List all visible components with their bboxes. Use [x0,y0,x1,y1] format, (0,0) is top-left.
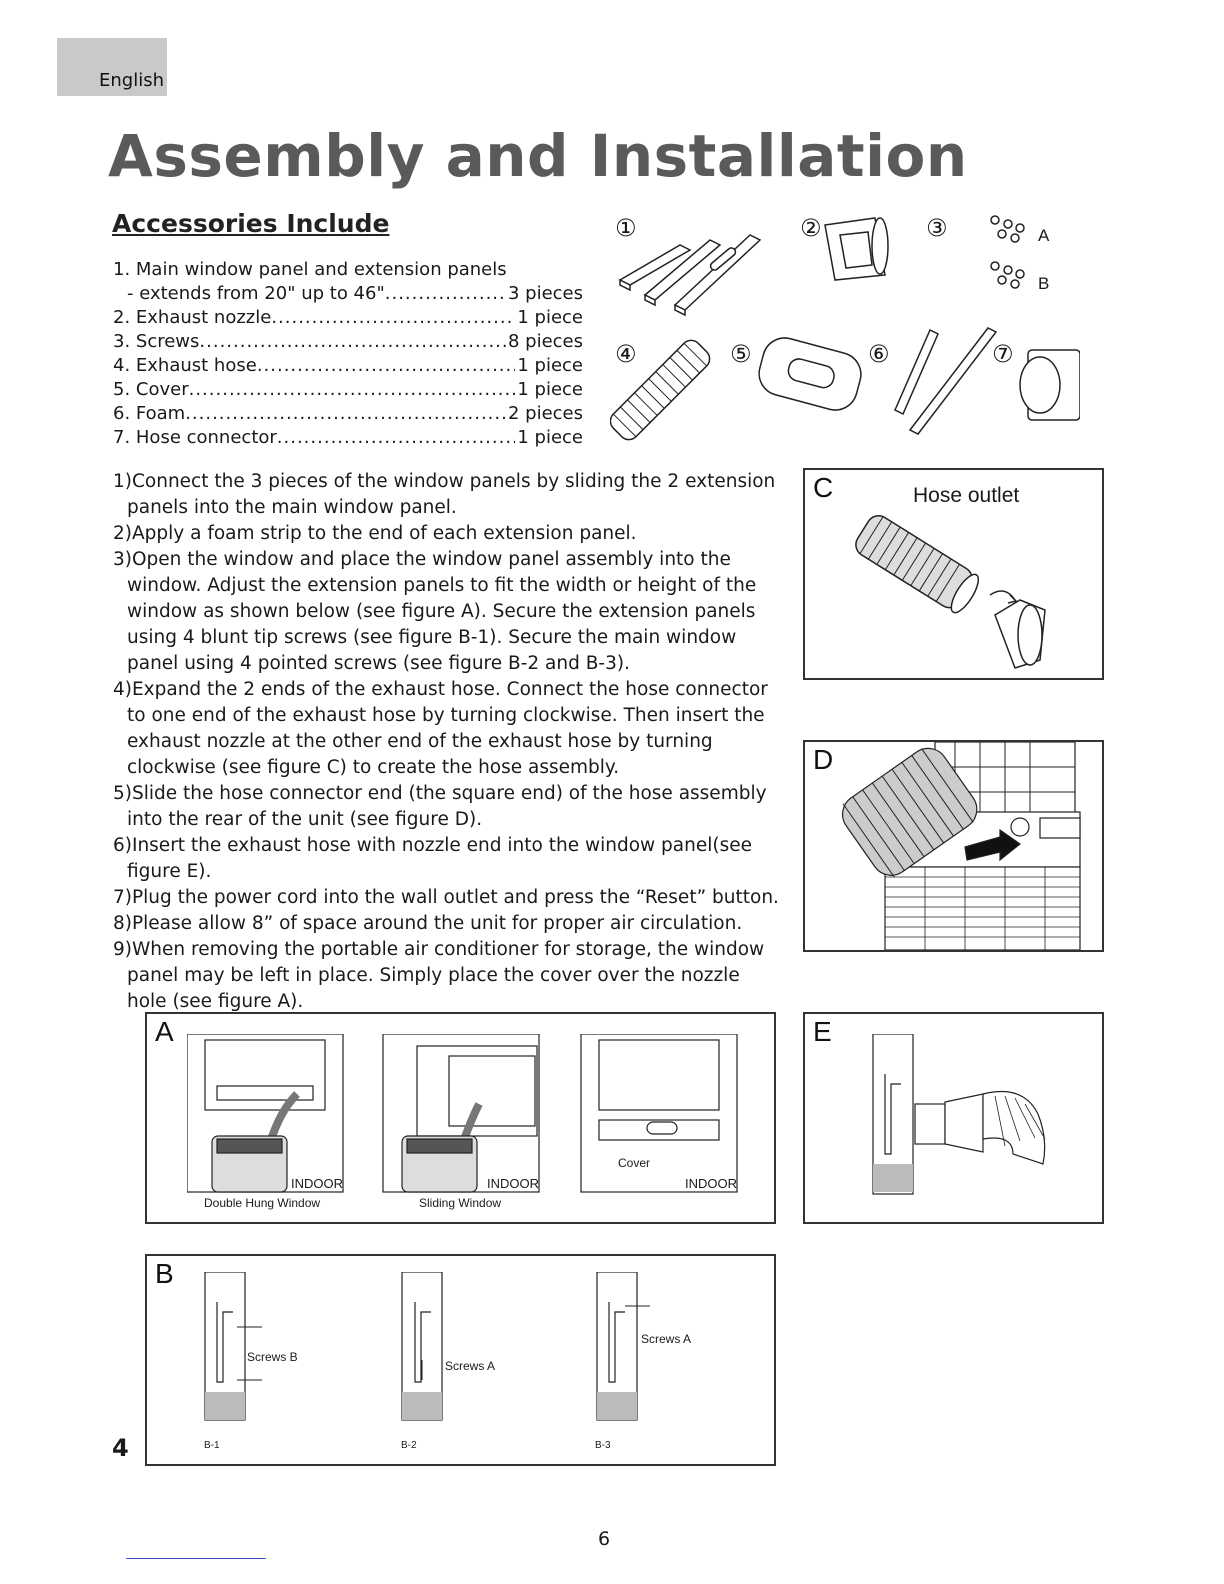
screws-label: Screws B [247,1350,298,1364]
screw-a-label: A [1038,226,1050,245]
screw-icon [991,216,1024,288]
screws-label: Screws A [445,1359,496,1373]
accessory-qty: 2 pieces [507,403,583,424]
figure-c [803,468,1104,680]
window-types-drawing [187,1034,747,1194]
page-title: Assembly and Installation [108,122,968,190]
step-item: 5)Slide the hose connector end (the square end) of the hose assembly into the rear of the unit (see figure D). [113,783,767,830]
accessory-name: 7. Hose connector [113,427,277,448]
figure-caption: Sliding Window [419,1196,502,1210]
figure-e [803,1012,1104,1224]
accessory-name: 4. Exhaust hose [113,355,257,376]
cover-label: Cover [618,1156,651,1170]
accessories-list [113,258,583,450]
screw-install-drawing [197,1272,757,1422]
accessory-item [113,426,583,450]
step-item: 3)Open the window and place the window panel assembly into the window. Adjust the extension panels to fit the width or height of the window as shown below (see figure A). Secure the extension panels using 4 blunt tip screws (see figure B-1). Secure the main window panel using 4 pointed screws (see figure B-2 and B-3). [113,549,757,674]
language-tab [57,38,167,96]
installation-steps [113,469,781,1015]
accessory-name: 2. Exhaust nozzle [113,307,272,328]
accessory-item [113,354,583,378]
footer-link-line [126,1558,266,1559]
accessory-qty: 3 pieces [507,283,583,304]
accessory-item [113,378,583,402]
part-number: ① [615,214,637,242]
accessory-qty: 1 piece [517,355,583,376]
language-label: English [99,70,164,91]
step-item: 4)Expand the 2 ends of the exhaust hose. Connect the hose connector to one end of the exhaust hose by turning clockwise. Then insert the exhaust nozzle at the other end of the exhaust hose by turning clockwise (see figure C) to create the hose assembly. [113,679,768,778]
hose-outlet-label: Hose outlet [913,484,1020,507]
part-number: ⑦ [992,340,1014,368]
parts-illustration [610,210,1080,446]
accessory-item [113,282,583,306]
figure-d [803,740,1104,952]
part-number: ④ [615,340,637,368]
accessory-qty: 1 piece [517,427,583,448]
step-item: 7)Plug the power cord into the wall outlet and press the “Reset” button. [113,887,779,908]
indoor-label: INDOOR [487,1176,539,1191]
section-number: 4 [112,1434,129,1462]
figure-caption: B-3 [595,1440,611,1451]
accessories-heading: Accessories Include [112,209,390,238]
accessory-name: - extends from 20" up to 46" [127,283,385,304]
part-number: ③ [926,214,948,242]
figure-b [145,1254,776,1466]
figure-caption: B-2 [401,1440,417,1451]
accessory-qty: 1 piece [517,379,583,400]
figure-letter: A [155,1016,174,1047]
accessory-item [113,258,583,282]
step-item: 1)Connect the 3 pieces of the window panels by sliding the 2 extension panels into the main window panel. [113,471,776,518]
indoor-label: INDOOR [291,1176,343,1191]
figure-letter: E [813,1016,832,1047]
figure-letter: D [813,744,834,775]
accessory-item [113,402,583,426]
accessory-name: 1. Main window panel and extension panels [113,259,507,280]
figure-letter: C [813,472,834,503]
unit-rear-drawing [805,742,1102,950]
part-number: ⑤ [730,340,752,368]
accessory-name: 3. Screws [113,331,200,352]
screws-label: Screws A [641,1332,692,1346]
accessory-qty: 1 piece [517,307,583,328]
accessory-item [113,330,583,354]
part-number: ② [800,214,822,242]
part-number: ⑥ [868,340,890,368]
accessory-qty: 8 pieces [507,331,583,352]
indoor-label: INDOOR [685,1176,737,1191]
step-item: 6)Insert the exhaust hose with nozzle end into the window panel(see figure E). [113,835,752,882]
step-item: 2)Apply a foam strip to the end of each extension panel. [113,523,637,544]
figure-a [145,1012,776,1224]
accessory-name: 6. Foam [113,403,186,424]
step-item: 8)Please allow 8” of space around the unit for proper air circulation. [113,913,743,934]
parts-drawing [610,210,1080,446]
nozzle-insert-drawing [865,1034,1085,1204]
figure-caption: Double Hung Window [204,1196,321,1210]
accessory-item [113,306,583,330]
step-item: 9)When removing the portable air conditioner for storage, the window panel may be left in place. Simply place the cover over the nozzle hole (see figure A). [113,939,765,1012]
screw-b-label: B [1038,274,1050,293]
hose-outlet-drawing [845,510,1085,670]
figure-caption: B-1 [204,1440,220,1451]
figure-letter: B [155,1258,174,1289]
page-number: 6 [598,1528,611,1550]
accessory-name: 5. Cover [113,379,189,400]
